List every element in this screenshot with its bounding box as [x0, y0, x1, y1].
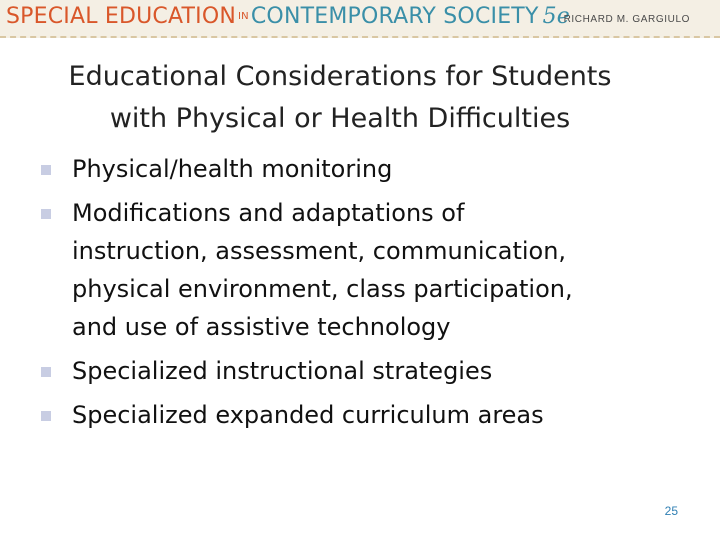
edition-label: 5e [542, 4, 570, 29]
square-bullet-icon [41, 367, 51, 377]
bullet-item [40, 396, 600, 434]
bullet-text: Specialized expanded curriculum areas [72, 401, 544, 429]
bullet-item [40, 150, 600, 188]
series-title [6, 2, 570, 32]
series-title-contemporary: CONTEMPORARY SOCIETY [250, 4, 539, 29]
slide-title-line-2: with Physical or Health Difficulties [109, 103, 571, 134]
author-name: RICHARD M. GARGIULO [563, 14, 690, 25]
bullet-list [40, 150, 600, 440]
square-bullet-icon [41, 165, 51, 175]
square-bullet-icon [41, 209, 51, 219]
square-bullet-icon [41, 411, 51, 421]
bullet-text: Modifications and adaptations of instruction, assessment, communication, physical environment, class participation, and use of assistive technology [72, 199, 573, 341]
bullet-text: Specialized instructional strategies [72, 357, 493, 385]
header-banner [0, 0, 720, 38]
slide-title-line-1: Educational Considerations for Students [68, 61, 612, 92]
slide-title [30, 56, 650, 140]
series-title-in: IN [238, 11, 249, 22]
bullet-text: Physical/health monitoring [72, 155, 393, 183]
page-number: 25 [664, 504, 678, 518]
bullet-item [40, 194, 600, 346]
series-title-special: SPECIAL EDUCATION [6, 4, 237, 29]
bullet-item [40, 352, 600, 390]
